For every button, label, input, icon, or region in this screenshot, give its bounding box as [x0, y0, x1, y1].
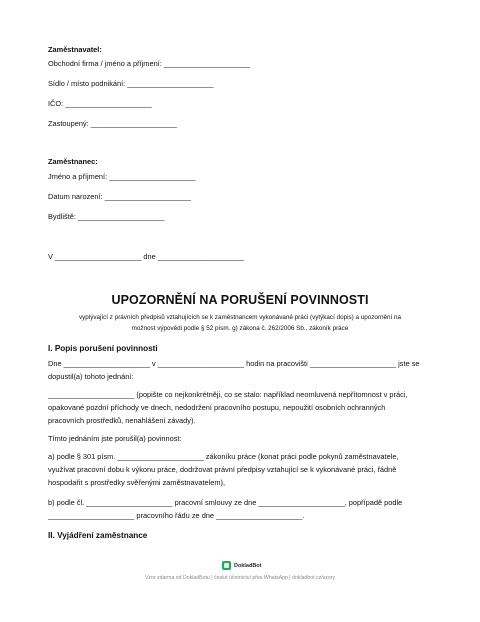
clause-a-line-2: využívat pracovní dobu k výkonu práce, dodržovat právní předpisy vztahující se k vykonávané práci, řádně	[48, 465, 397, 474]
section-1-p2-line-1: _____________________ (popište co nejkonkrétněji, co se stalo: například neomluvená nepřítomnost v práci,	[48, 390, 408, 399]
clause-b-line-1: b) podle čl. _____________________ pracovní smlouvy ze dne _____________________, popřípadě podle	[48, 498, 403, 507]
clause-a-line-1: a) podle § 301 písm. _____________________ zákoníku práce (konat práci podle pokynů zaměstnavatele,	[48, 452, 399, 461]
subtitle-line-1: vyplývající z právních předpisů vztahujících se k zaměstnancem vykonávané práci (vytýkací dopis) a upozornění na	[79, 314, 401, 321]
employee-residence-field: Bydliště: _____________________	[48, 212, 165, 221]
page-footer: Vzor zdarma od DokladBotu | české účetnictví přes WhatsApp | dokladbot.cz/vzory	[144, 575, 336, 581]
employee-heading: Zaměstnanec:	[48, 157, 98, 166]
employee-name-field: Jméno a příjmení: _____________________	[48, 172, 196, 181]
employer-heading: Zaměstnavatel:	[48, 45, 102, 54]
section-2-heading: II. Vyjádření zaměstnance	[48, 531, 148, 540]
clause-b-line-2: _____________________ pracovního řádu ze dne _____________________.	[48, 511, 305, 520]
dokladbot-logo	[222, 561, 262, 570]
section-1-p1-line-2: dopustil(a) tohoto jednání:	[48, 372, 134, 381]
employer-ico-field: IČO: _____________________	[48, 99, 152, 108]
subtitle-line-2: možnost výpovědi podle § 52 písm. g) zákona č. 262/2006 Sb., zákoník práce	[131, 325, 349, 332]
dokladbot-logo-text: DokladBot	[234, 562, 262, 569]
section-1-heading: I. Popis porušení povinnosti	[48, 344, 158, 353]
clause-a-line-3: hospodařit s prostředky svěřenými zaměstnavatelem),	[48, 478, 226, 487]
place-date-field: V _____________________ dne _____________________	[48, 252, 245, 261]
section-1-p2-line-2: opakované pozdní příchody ve dnech, nedodržení pracovního postupu, nepoužití osobních ochranných	[48, 403, 386, 412]
section-1-p1-line-1: Dne _____________________ v _____________________ hodin na pracovišti _____________________ jste se	[48, 359, 420, 368]
employer-company-field: Obchodní firma / jméno a příjmení: _____________________	[48, 59, 251, 68]
dokladbot-logo-icon	[222, 561, 231, 570]
employee-birth-field: Datum narození: _____________________	[48, 192, 192, 201]
section-1-p2-line-3: pracovních prostředků, nenahlášení závady).	[48, 416, 196, 425]
employer-address-field: Sídlo / místo podnikání: _____________________	[48, 79, 214, 88]
section-1-p3: Tímto jednáním jste porušil(a) povinnost:	[48, 434, 182, 443]
document-title: UPOZORNĚNÍ NA PORUŠENÍ POVINNOSTI	[111, 293, 369, 307]
employer-represented-field: Zastoupený: _____________________	[48, 119, 178, 128]
